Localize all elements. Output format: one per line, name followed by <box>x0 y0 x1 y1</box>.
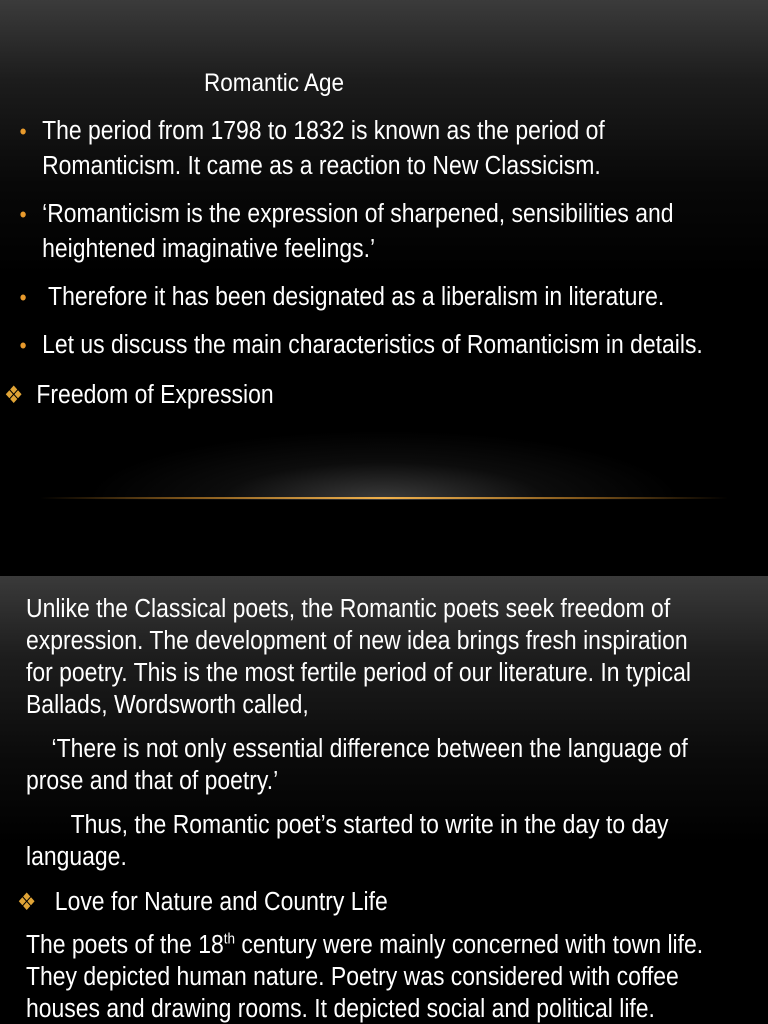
bullet-text: ‘Romanticism is the expression of sharpened, sensibilities and heightened imaginative feelings.’ <box>42 200 674 263</box>
bullet-item <box>16 280 768 315</box>
bullet-text: Therefore it has been designated as a liberalism in literature. <box>42 283 665 311</box>
slide-title: Romantic Age <box>204 69 345 97</box>
bullet-dot-icon: • <box>19 333 27 358</box>
slide-freedom-of-expression <box>0 576 768 1024</box>
diamond-bullet-icon: ❖ <box>17 889 37 916</box>
bullet-dot-icon: • <box>19 202 27 227</box>
bullet-text: The period from 1798 to 1832 is known as the period of Romanticism. It came as a reaction to New Classicism. <box>42 117 605 180</box>
paragraph-text-rest: century were mainly concerned with town life. They depicted human nature. Poetry was considered with coffee houses and drawing rooms. It depicted social and political life. <box>26 931 704 1023</box>
section-heading-text: Freedom of Expression <box>36 381 274 409</box>
bullet-item <box>16 197 768 267</box>
paragraph-day-to-day-language: Thus, the Romantic poet’s started to write in the day to day language. <box>26 811 669 871</box>
bullet-dot-icon: • <box>19 285 27 310</box>
section-heading-text: Love for Nature and Country Life <box>54 888 388 916</box>
section-heading-freedom <box>4 378 274 413</box>
quote-wordsworth: ‘There is not only essential difference between the language of prose and that of poetry.’ <box>26 735 688 795</box>
paragraph-18th-century <box>26 929 764 1024</box>
diamond-bullet-icon: ❖ <box>4 382 24 409</box>
bullet-item <box>16 328 768 363</box>
paragraph-classical-poets: Unlike the Classical poets, the Romantic poets seek freedom of expression. The development of new idea brings fresh inspiration for poetry. This is the most fertile period of our literature. In typical Ballads, Wordsworth called, <box>26 595 692 719</box>
slide-glow-decoration <box>84 430 684 500</box>
ordinal-suffix: th <box>223 930 236 948</box>
section-heading-nature <box>15 885 764 920</box>
slide-body <box>17 593 764 1024</box>
gold-divider-line <box>40 497 728 499</box>
bullet-dot-icon: • <box>19 119 27 144</box>
paragraph-text-start: The poets of the 18 <box>26 931 224 959</box>
bullet-item <box>16 114 768 184</box>
bullet-text: Let us discuss the main characteristics of Romanticism in details. <box>42 331 703 359</box>
bullet-list <box>16 114 768 376</box>
